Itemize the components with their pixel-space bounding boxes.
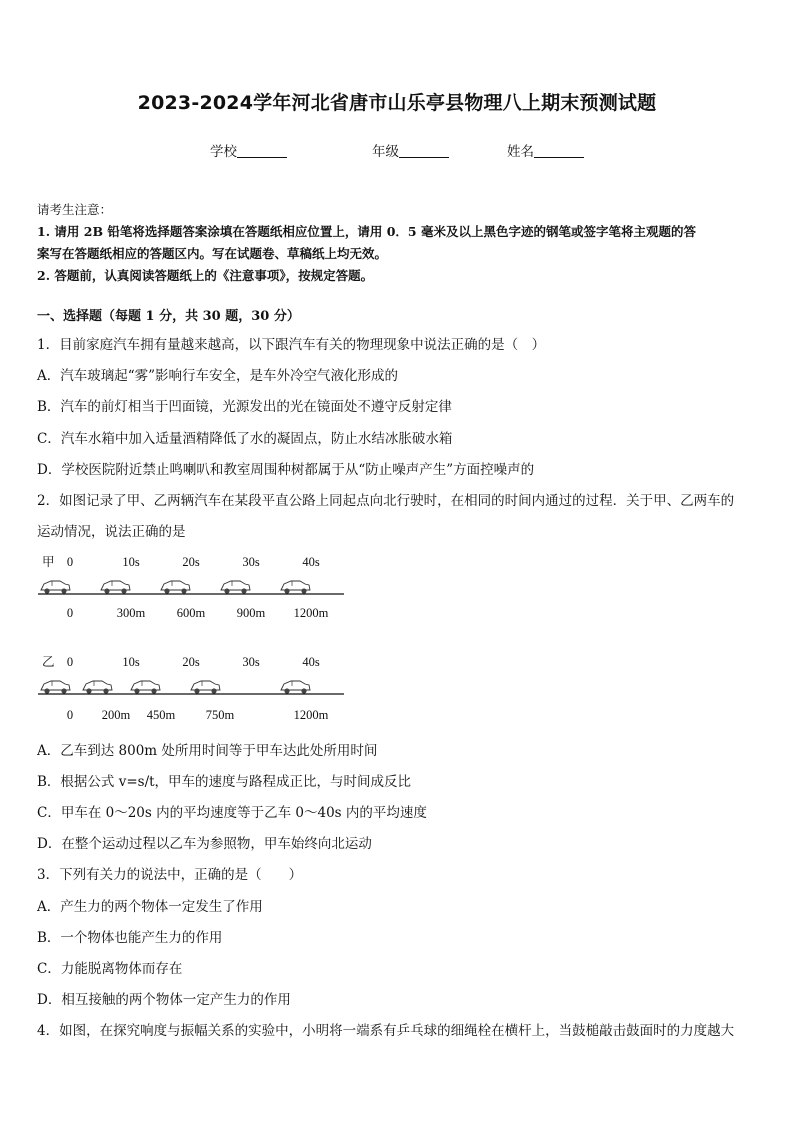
notice-item-2: 2. 答题前，认真阅读答题纸上的《注意事项》，按规定答题。 <box>37 268 374 283</box>
yi-dist-1200m: 1200m <box>293 708 329 722</box>
car-icon <box>41 581 70 594</box>
car-icon <box>281 581 310 594</box>
school-label: 学校 <box>210 144 237 160</box>
yi-time-10s: 10s <box>122 655 140 669</box>
grade-label: 年级 <box>372 144 399 160</box>
yi-time-40s: 40s <box>302 655 320 669</box>
q2-stem-line1: 2．如图记录了甲、乙两辆汽车在某段平直公路上同起点向北行驶时，在相同的时间内通过的过程．关于甲、乙两车的 <box>37 493 735 509</box>
name-label: 姓名 <box>507 144 534 160</box>
q3-option-a: A．产生力的两个物体一定发生了作用 <box>37 899 263 915</box>
q2-option-d: D．在整个运动过程以乙车为参照物，甲车始终向北运动 <box>37 836 372 852</box>
grade-field <box>372 140 449 160</box>
yi-time-20s: 20s <box>182 655 200 669</box>
page-title: 2023-2024学年河北省唐市山乐亭县物理八上期末预测试题 <box>137 92 657 114</box>
yi-time-0: 0 <box>66 655 74 669</box>
notice-item-1: 1. 请用 2B 铅笔将选择题答案涂填在答题纸相应位置上，请用 0．5 毫米及以上黑色字迹的钢笔或签字笔将主观题的答 <box>37 224 696 239</box>
q3-stem: 3．下列有关力的说法中，正确的是（ ） <box>37 867 303 883</box>
q1-option-b: B．汽车的前灯相当于凹面镜，光源发出的光在镜面处不遵守反射定律 <box>37 399 452 415</box>
q2-option-a: A．乙车到达 800m 处所用时间等于甲车达此处所用时间 <box>37 743 378 759</box>
jia-dist-0: 0 <box>66 606 74 620</box>
yi-time-30s: 30s <box>242 655 260 669</box>
jia-time-0: 0 <box>66 555 74 569</box>
q2-stem-line2: 运动情况，说法正确的是 <box>37 524 186 540</box>
jia-time-10s: 10s <box>122 555 140 569</box>
grade-blank[interactable] <box>399 143 449 158</box>
q3-option-b: B．一个物体也能产生力的作用 <box>37 930 223 946</box>
jia-dist-600m: 600m <box>176 606 206 620</box>
car-icon <box>83 681 112 694</box>
q1-stem: 1．目前家庭汽车拥有量越来越高，以下跟汽车有关的物理现象中说法正确的是（ ） <box>37 337 546 353</box>
q4-stem: 4．如图，在探究响度与振幅关系的实验中，小明将一端系有乒乓球的细绳栓在横杆上，当鼓槌敲击鼓面时的力度越大 <box>37 1023 735 1039</box>
yi-dist-450m: 450m <box>146 708 176 722</box>
yi-dist-0: 0 <box>66 708 74 722</box>
q3-option-d: D．相互接触的两个物体一定产生力的作用 <box>37 992 291 1008</box>
jia-dist-1200m: 1200m <box>293 606 329 620</box>
q1-option-a: A．汽车玻璃起“雾”影响行车安全，是车外冷空气液化形成的 <box>37 368 399 384</box>
jia-time-30s: 30s <box>242 555 260 569</box>
car-jia-diagram <box>30 548 360 628</box>
jia-dist-300m: 300m <box>116 606 146 620</box>
jia-label: 甲 <box>42 555 55 569</box>
car-yi-diagram <box>30 648 360 728</box>
yi-dist-750m: 750m <box>205 708 235 722</box>
school-blank[interactable] <box>237 143 287 158</box>
car-icon <box>191 681 220 694</box>
q1-option-d: D．学校医院附近禁止鸣喇叭和教室周围种树都属于从“防止噪声产生”方面控噪声的 <box>37 462 535 478</box>
car-icon <box>41 681 70 694</box>
name-field <box>507 140 584 160</box>
jia-time-20s: 20s <box>182 555 200 569</box>
car-icon <box>101 581 130 594</box>
car-icon <box>221 581 250 594</box>
yi-label: 乙 <box>42 655 55 669</box>
q1-option-c: C．汽车水箱中加入适量酒精降低了水的凝固点，防止水结冰胀破水箱 <box>37 431 453 447</box>
yi-dist-200m: 200m <box>101 708 131 722</box>
q2-option-c: C．甲车在 0～20s 内的平均速度等于乙车 0～40s 内的平均速度 <box>37 805 427 821</box>
section-heading: 一、选择题（每题 1 分，共 30 题，30 分） <box>37 309 300 324</box>
school-field <box>210 140 287 160</box>
notice-item-1-cont: 案写在答题纸相应的答题区内。写在试题卷、草稿纸上均无效。 <box>37 246 388 261</box>
notice-block <box>37 199 696 287</box>
q2-option-b: B．根据公式 v=s/t，甲车的速度与路程成正比，与时间成反比 <box>37 774 412 790</box>
car-icon <box>281 681 310 694</box>
name-blank[interactable] <box>534 143 584 158</box>
jia-time-40s: 40s <box>302 555 320 569</box>
notice-heading: 请考生注意： <box>37 202 113 217</box>
car-icon <box>131 681 160 694</box>
jia-dist-900m: 900m <box>236 606 266 620</box>
q3-option-c: C．力能脱离物体而存在 <box>37 961 183 977</box>
car-icon <box>161 581 190 594</box>
